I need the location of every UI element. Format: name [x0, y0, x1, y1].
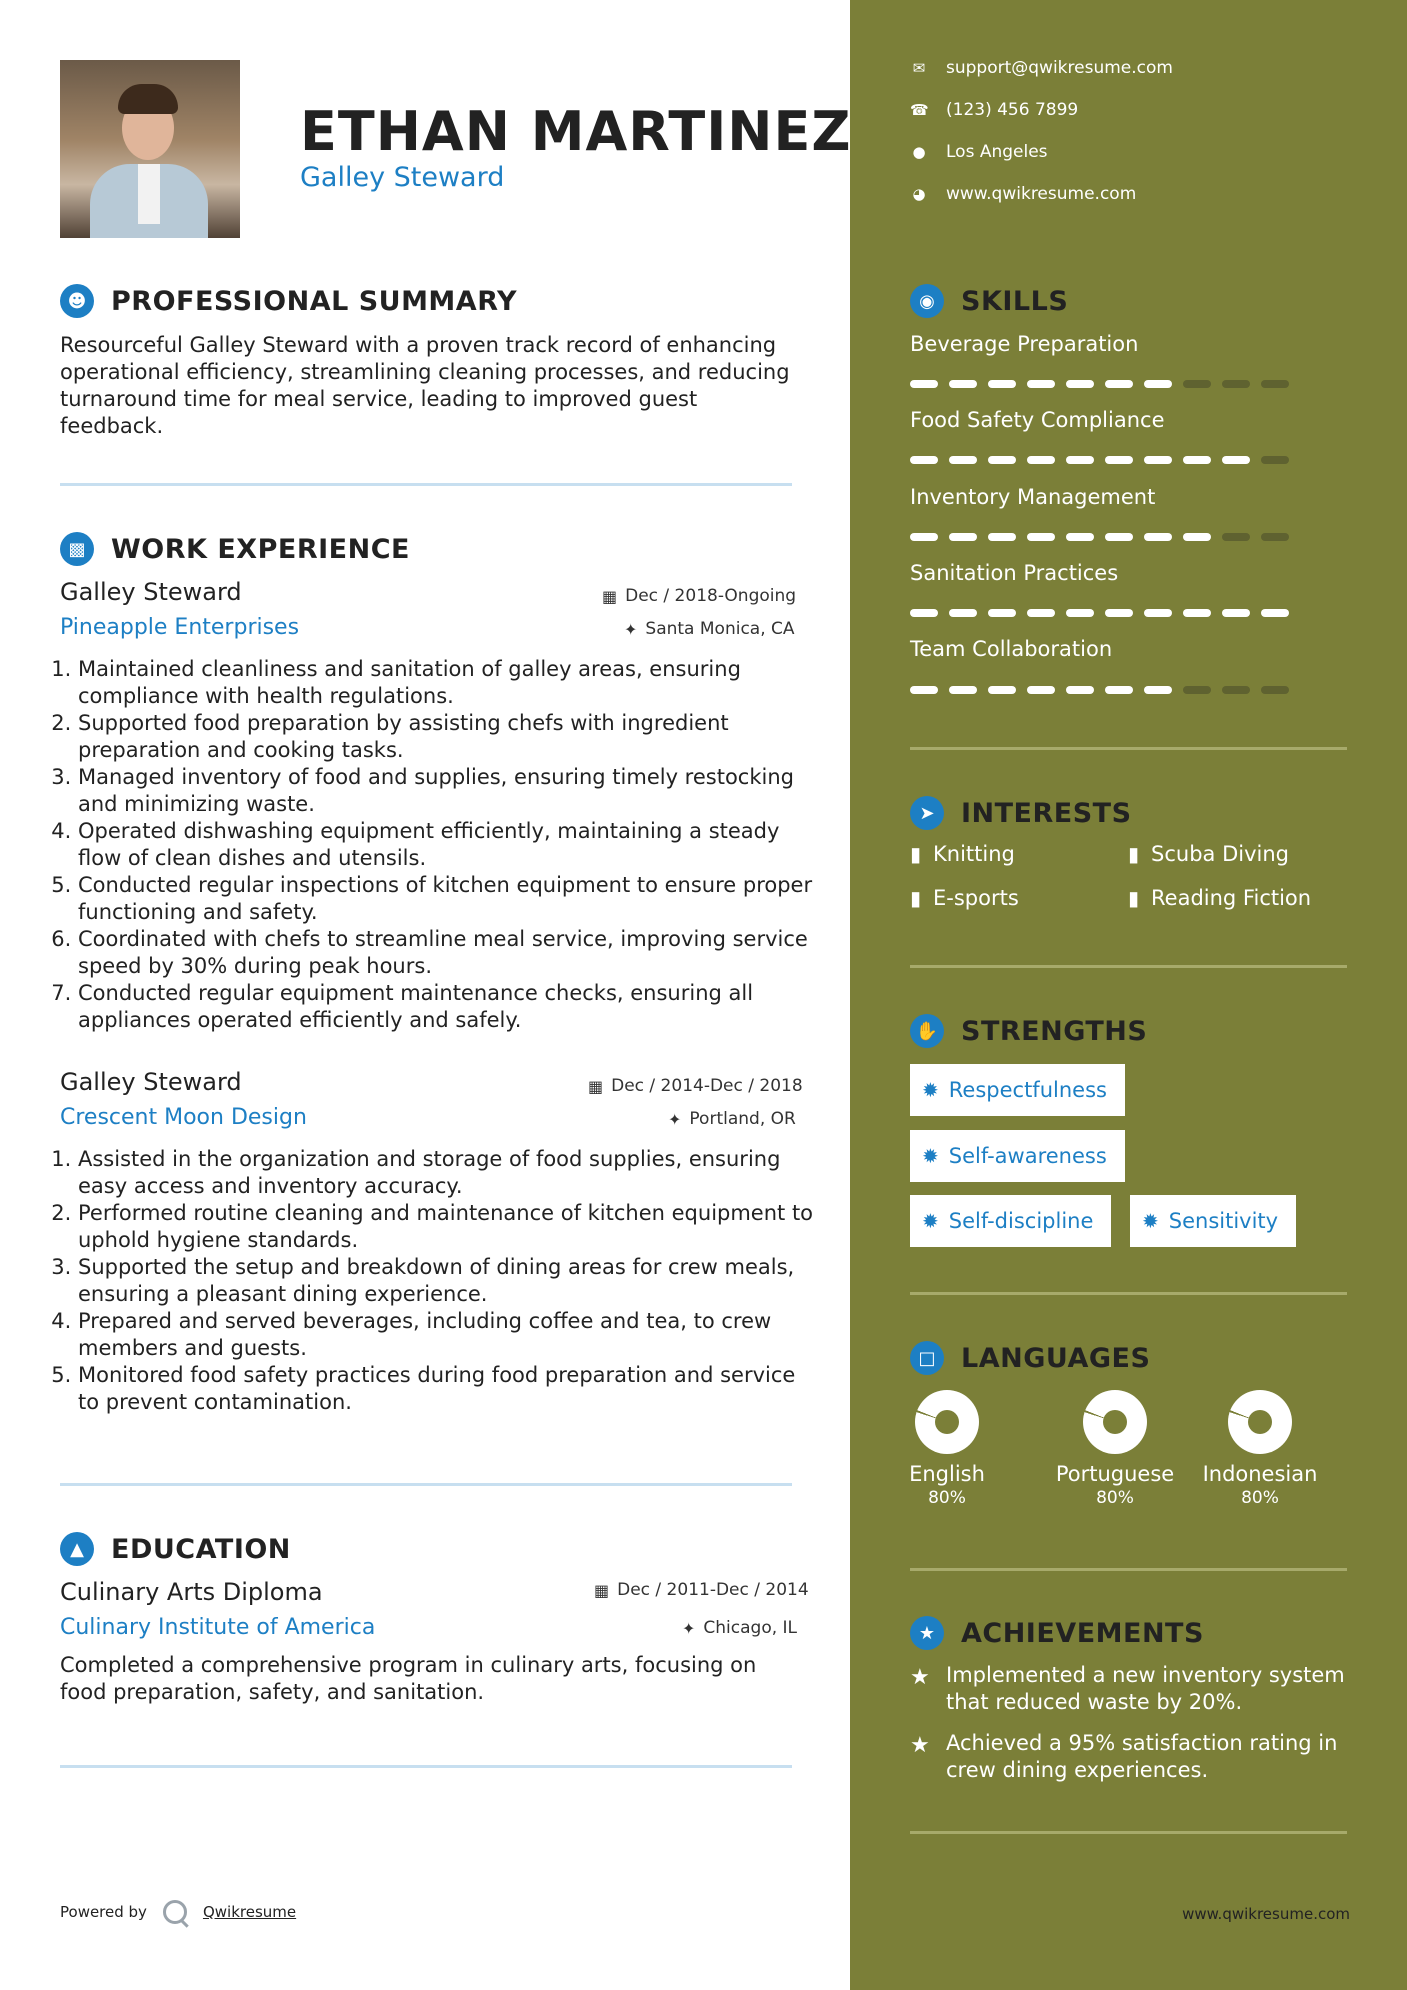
language-level-chart	[915, 1390, 979, 1454]
strength-tag: ✹ Self-discipline	[910, 1195, 1111, 1247]
job-dates: ▦ Dec / 2014-Dec / 2018	[588, 1076, 803, 1096]
skill-segment	[1222, 380, 1250, 388]
skill-segment	[1183, 686, 1211, 694]
job-title: Galley Steward	[60, 578, 242, 606]
skill-segment	[910, 456, 938, 464]
skill-segment	[1144, 609, 1172, 617]
contact-location: ● Los Angeles	[910, 142, 1048, 162]
achievement-item: ★ Implemented a new inventory system that reduced waste by 20%.	[910, 1663, 1345, 1714]
skill-segment	[1222, 533, 1250, 541]
skill-segment	[1261, 533, 1289, 541]
job-dates: ▦ Dec / 2018-Ongoing	[602, 586, 797, 606]
list-item: 2. Performed routine cleaning and maintenance of kitchen equipment to uphold hygiene standards.	[78, 1200, 818, 1254]
skill-segment	[1144, 456, 1172, 464]
calendar-icon: ▦	[588, 1076, 604, 1096]
badge-icon: ✹	[922, 1144, 939, 1168]
star-icon: ★	[910, 1733, 930, 1758]
divider	[910, 965, 1347, 968]
skill-segment	[1027, 456, 1055, 464]
interests-heading: ➤ INTERESTS	[910, 796, 1132, 830]
skill-segment	[1066, 456, 1094, 464]
divider	[910, 747, 1347, 750]
star-badge-icon: ★	[910, 1616, 944, 1650]
company-name: Crescent Moon Design	[60, 1105, 307, 1130]
contact-email[interactable]: ✉ support@qwikresume.com	[910, 58, 1173, 78]
divider	[910, 1568, 1347, 1571]
skill-segment	[1261, 686, 1289, 694]
badge-icon: ✹	[922, 1078, 939, 1102]
interest-item: ▮ E-sports	[910, 886, 1019, 910]
divider	[910, 1831, 1347, 1834]
phone-icon: ☎	[910, 101, 929, 119]
divider	[60, 483, 792, 486]
language-item: Indonesian 80%	[1185, 1390, 1335, 1508]
interest-item: ▮ Knitting	[910, 842, 1015, 866]
list-item: 5. Monitored food safety practices during food preparation and service to prevent contamination.	[78, 1362, 818, 1416]
skill-segment	[1261, 456, 1289, 464]
divider	[60, 1483, 792, 1486]
skill-segment	[988, 609, 1016, 617]
qwikresume-link[interactable]: Qwikresume	[202, 1903, 297, 1921]
skill-segment	[1144, 686, 1172, 694]
lightbulb-icon: ◉	[910, 284, 944, 318]
company-name: Pineapple Enterprises	[60, 615, 300, 640]
skill-segment	[949, 456, 977, 464]
skill-level-bar	[910, 380, 1300, 388]
skill-segment	[1027, 686, 1055, 694]
skill-level-bar	[910, 686, 1300, 694]
skill-level-bar	[910, 533, 1300, 541]
language-level-chart	[1083, 1390, 1147, 1454]
list-item: 3. Supported the setup and breakdown of dining areas for crew meals, ensuring a pleasant dining experience.	[78, 1254, 818, 1308]
list-item: 3. Managed inventory of food and supplies, ensuring timely restocking and minimizing waste.	[78, 764, 818, 818]
skill-segment	[1222, 686, 1250, 694]
strength-tag: ✹ Respectfulness	[910, 1064, 1125, 1116]
skill-segment	[988, 456, 1016, 464]
translate-icon: □	[910, 1341, 944, 1375]
skill-name: Team Collaboration	[910, 637, 1113, 661]
strength-tag: ✹ Sensitivity	[1130, 1195, 1296, 1247]
skill-segment	[910, 609, 938, 617]
list-item: 6. Coordinated with chefs to streamline meal service, improving service speed by 30% during peak hours.	[78, 926, 818, 980]
book-icon: ▮	[1128, 842, 1140, 866]
skill-segment	[1105, 380, 1133, 388]
pin-icon: ✦	[682, 1618, 696, 1638]
strengths-heading: ✋ STRENGTHS	[910, 1014, 1147, 1048]
fist-icon: ✋	[910, 1014, 944, 1048]
skill-segment	[1066, 609, 1094, 617]
list-item: 4. Operated dishwashing equipment efficiently, maintaining a steady flow of clean dishes and utensils.	[78, 818, 818, 872]
school-name: Culinary Institute of America	[60, 1615, 376, 1640]
calendar-icon: ▦	[594, 1580, 610, 1600]
skill-segment	[1183, 380, 1211, 388]
job-location: ✦ Santa Monica, CA	[624, 619, 795, 639]
job-bullets	[60, 1146, 818, 1416]
skill-segment	[1261, 380, 1289, 388]
experience-heading: ▩ WORK EXPERIENCE	[60, 532, 410, 566]
profile-photo	[60, 60, 240, 238]
book-icon: ▮	[910, 842, 922, 866]
skill-segment	[1027, 380, 1055, 388]
skill-segment	[910, 686, 938, 694]
skill-segment	[1066, 380, 1094, 388]
divider	[60, 1765, 792, 1768]
summary-heading: ☻ PROFESSIONAL SUMMARY	[60, 284, 517, 318]
language-item: English 80%	[872, 1390, 1022, 1508]
briefcase-icon: ▩	[60, 532, 94, 566]
skill-segment	[1183, 533, 1211, 541]
candidate-name: ETHAN MARTINEZ	[300, 100, 852, 163]
interest-item: ▮ Scuba Diving	[1128, 842, 1289, 866]
interest-item: ▮ Reading Fiction	[1128, 886, 1312, 910]
envelope-icon: ✉	[912, 59, 926, 77]
skill-segment	[1105, 533, 1133, 541]
language-level-chart	[1228, 1390, 1292, 1454]
paper-plane-icon: ➤	[910, 796, 944, 830]
contact-website[interactable]: ◕ www.qwikresume.com	[910, 184, 1136, 204]
skill-segment	[1222, 456, 1250, 464]
list-item: 4. Prepared and served beverages, including coffee and tea, to crew members and guests.	[78, 1308, 818, 1362]
book-icon: ▮	[1128, 886, 1140, 910]
education-heading: ▲ EDUCATION	[60, 1532, 291, 1566]
badge-icon: ✹	[1142, 1209, 1159, 1233]
skill-name: Food Safety Compliance	[910, 408, 1165, 432]
skill-segment	[1105, 456, 1133, 464]
job-bullets	[60, 656, 818, 1034]
footer-powered-by: Powered by Qwikresume	[60, 1900, 296, 1924]
skill-segment	[1027, 533, 1055, 541]
star-icon: ★	[910, 1665, 930, 1690]
job-location: ✦ Portland, OR	[668, 1109, 796, 1129]
skill-segment	[949, 533, 977, 541]
skill-segment	[988, 380, 1016, 388]
map-pin-icon: ●	[912, 143, 926, 161]
skill-segment	[988, 686, 1016, 694]
candidate-title: Galley Steward	[300, 162, 505, 193]
contact-phone: ☎ (123) 456 7899	[910, 100, 1079, 120]
achievements-heading: ★ ACHIEVEMENTS	[910, 1616, 1204, 1650]
skill-segment	[910, 533, 938, 541]
pin-icon: ✦	[668, 1109, 682, 1129]
skill-segment	[949, 380, 977, 388]
qwikresume-logo-icon	[163, 1900, 187, 1924]
globe-icon: ◕	[912, 185, 926, 203]
skill-segment	[1183, 609, 1211, 617]
skill-level-bar	[910, 609, 1300, 617]
skill-segment	[1222, 609, 1250, 617]
achievement-item: ★ Achieved a 95% satisfaction rating in crew dining experiences.	[910, 1731, 1338, 1782]
skill-segment	[1144, 533, 1172, 541]
skill-segment	[1105, 609, 1133, 617]
skill-segment	[1066, 533, 1094, 541]
skill-segment	[1261, 609, 1289, 617]
skill-segment	[1066, 686, 1094, 694]
skill-segment	[1105, 686, 1133, 694]
education-dates: ▦ Dec / 2011-Dec / 2014	[594, 1580, 809, 1600]
skill-segment	[949, 609, 977, 617]
skill-name: Sanitation Practices	[910, 561, 1119, 585]
skill-segment	[1144, 380, 1172, 388]
education-location: ✦ Chicago, IL	[682, 1618, 798, 1638]
list-item: 1. Maintained cleanliness and sanitation of galley areas, ensuring compliance with health regulations.	[78, 656, 818, 710]
job-title: Galley Steward	[60, 1068, 242, 1096]
degree-title: Culinary Arts Diploma	[60, 1578, 323, 1606]
footer-website[interactable]: www.qwikresume.com	[1182, 1905, 1350, 1923]
graduation-cap-icon: ▲	[60, 1532, 94, 1566]
skill-segment	[988, 533, 1016, 541]
skill-segment	[1027, 609, 1055, 617]
list-item: 2. Supported food preparation by assisting chefs with ingredient preparation and cooking tasks.	[78, 710, 818, 764]
book-icon: ▮	[910, 886, 922, 910]
user-icon: ☻	[60, 284, 94, 318]
skills-heading: ◉ SKILLS	[910, 284, 1068, 318]
skill-segment	[949, 686, 977, 694]
divider	[910, 1292, 1347, 1295]
skill-segment	[1183, 456, 1211, 464]
list-item: 1. Assisted in the organization and storage of food supplies, ensuring easy access and inventory accuracy.	[78, 1146, 818, 1200]
skill-name: Beverage Preparation	[910, 332, 1139, 356]
badge-icon: ✹	[922, 1209, 939, 1233]
skill-name: Inventory Management	[910, 485, 1156, 509]
language-item: Portuguese 80%	[1040, 1390, 1190, 1508]
skill-level-bar	[910, 456, 1300, 464]
strength-tag: ✹ Self-awareness	[910, 1130, 1125, 1182]
pin-icon: ✦	[624, 619, 638, 639]
list-item: 7. Conducted regular equipment maintenance checks, ensuring all appliances operated efficiently and safely.	[78, 980, 818, 1034]
skill-segment	[910, 380, 938, 388]
calendar-icon: ▦	[602, 586, 618, 606]
list-item: 5. Conducted regular inspections of kitchen equipment to ensure proper functioning and safety.	[78, 872, 818, 926]
languages-heading: □ LANGUAGES	[910, 1341, 1150, 1375]
education-text: Completed a comprehensive program in culinary arts, focusing on food preparation, safety, and sanitation.	[60, 1653, 757, 1704]
summary-text: Resourceful Galley Steward with a proven track record of enhancing operational efficiency, streamlining cleaning processes, and reducing turnaround time for meal service, leading to improved guest feedback.	[60, 333, 790, 438]
